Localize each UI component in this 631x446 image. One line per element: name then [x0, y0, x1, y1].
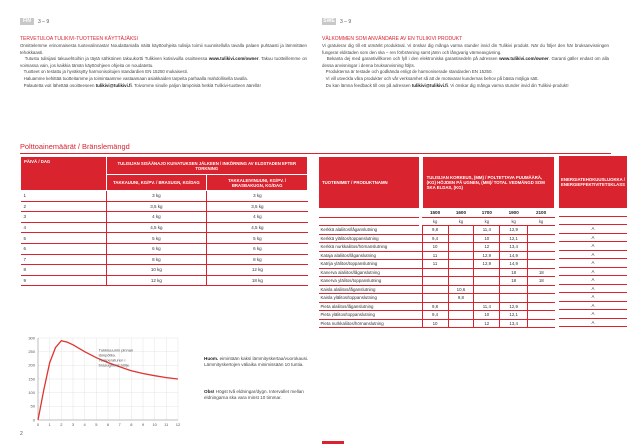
chart-xtick-label: 10 — [152, 422, 157, 427]
col-header-product: TUOTENIMET / PRODUKTNAMN — [319, 157, 420, 209]
energy-class-cell: A — [559, 225, 627, 234]
energy-class-cell: A — [559, 318, 627, 327]
col-header-day: PÄIVÄ / DAG — [21, 157, 107, 191]
fuel-amount-cell — [448, 251, 474, 260]
product-table-row — [319, 294, 555, 303]
fuel-table-row — [21, 191, 308, 202]
chart-ytick-label: 0 — [32, 417, 35, 423]
chart-annotation: Tukkiuuunin pinnan lämpötila. Temperaturen i brasugnens hölje. — [98, 347, 134, 368]
fuel-amount-cell — [448, 234, 474, 243]
chart-ytick-label: 250 — [28, 349, 35, 355]
fuel-amount-cell — [474, 277, 500, 286]
fuel-amount-cell: 10 — [422, 319, 448, 328]
swe-paragraph-1: Vi gratulerar dig till ett utmärkt produktval. Vi önskar dig många varma stunder invid din Tulikivi produkt. När du följer den här bruksanvisningen fungerar eldstaden som den ska – ren förbränning samt jämn och långvarig värmeavgivning. — [322, 43, 609, 55]
fuel-amount-cell: 14,9 — [500, 260, 528, 269]
swe-page-range: 3 – 9 — [340, 19, 352, 25]
fuel-amount-cell: 12,9 — [500, 226, 528, 235]
swe-develop-text: Vi vill utveckla våra produkter och vår verksamhet så att de motsvarar kundernas behov på bästa möjliga sätt. — [325, 75, 539, 81]
height-header-row — [319, 209, 555, 218]
fuel-brasbakugn-cell: 5 kg — [207, 233, 308, 244]
fuel-amount-cell — [448, 260, 474, 269]
fuel-amount-cell — [500, 285, 528, 294]
fin-note-label: Huom. — [204, 356, 219, 361]
fuel-brasugn-cell: 10 kg — [106, 265, 207, 276]
fuel-brasugn-cell: 4,5 kg — [106, 222, 207, 233]
energy-table-row — [559, 225, 627, 234]
fuel-brasbakugn-cell: 3 kg — [207, 191, 308, 202]
product-name-cell: Kerkkä nurkkaliitos/hörnanslutning — [319, 243, 420, 252]
product-name-cell: Pieta ylälitos/toppanslutning — [319, 311, 420, 320]
product-table-row — [319, 319, 555, 328]
chart-xtick-label: 3 — [71, 422, 75, 427]
swe-note-text: Högst två eldningar/dygn. Intervallet mellan eldningarna ska vara minst 10 timmar. — [204, 389, 304, 400]
fuel-amount-cell: 12 — [474, 243, 500, 252]
energy-table-row — [559, 233, 627, 242]
fuel-amount-cell — [528, 285, 555, 294]
fuel-amount-cell — [528, 319, 555, 328]
chart-ytick-label: 50 — [30, 403, 35, 409]
temperature-chart — [18, 330, 188, 433]
fuel-amount-cell — [528, 311, 555, 320]
fuel-brasbakugn-cell: 8 kg — [207, 254, 308, 265]
fuel-brasbakugn-cell: 3,5 kg — [207, 201, 308, 212]
energy-class-cell: A — [559, 267, 627, 276]
swe-standard-text: Produkterna är testade och godkända enligt de harmoniserade standarden EN 15250. — [325, 69, 493, 75]
fuel-amount-cell: 11,4 — [474, 226, 500, 235]
fuel-amount-cell — [474, 294, 500, 303]
product-name-cell: Kanerva alaliitos/låganslutning — [319, 268, 420, 277]
fin-develop-text: Haluamme kehittää tuotteitamme ja toimintaamme vastaamaan asiakkaiden tarpeita parhaalla mahdollisella tavalla. — [23, 75, 248, 81]
fuel-amount-cell — [528, 226, 555, 235]
fuel-amount-cell — [528, 251, 555, 260]
height-header-cell: 1700 — [474, 209, 500, 218]
fuel-brasugn-cell: 6 kg — [106, 243, 207, 254]
fin-paragraph-4 — [20, 76, 307, 83]
fin-note — [204, 356, 309, 368]
fuel-amount-cell: 13,4 — [500, 319, 528, 328]
product-table-row — [319, 251, 555, 260]
fuel-amount-cell: 9,4 — [422, 234, 448, 243]
fuel-day-cell: 8 — [21, 265, 107, 276]
chart-xtick-label: 1 — [48, 422, 51, 427]
fuel-amount-cell: 12,9 — [474, 260, 500, 269]
fuel-day-cell: 5 — [21, 233, 107, 244]
energy-class-cell: A — [559, 276, 627, 285]
fuel-table-row — [21, 265, 308, 276]
fuel-amount-cell: 9,8 — [448, 294, 474, 303]
fuel-day-cell: 7 — [21, 254, 107, 265]
swe-language-tag: SWE — [323, 18, 335, 24]
chart-xtick-label: 8 — [130, 422, 133, 427]
fuel-brasugn-cell: 4 kg — [106, 212, 207, 223]
fuel-amount-cell: 12,9 — [500, 302, 528, 311]
chart-ytick-label: 300 — [28, 335, 35, 341]
fuel-amount-cell: 12,1 — [500, 234, 528, 243]
energy-table-row — [559, 284, 627, 293]
fuel-amount-cell: 18 — [528, 277, 555, 286]
fin-email-link[interactable]: tulikivi@tulikivi.fi — [95, 82, 132, 88]
fuel-amount-cell — [448, 319, 474, 328]
col-header-height: TULISIJAN KORKEUS, (MM) / POLTETTAVA PUUMÄÄRÄ, (KG) HÖJDEN PÅ UGNEN, (MM)/ TOTAL VEDMÄNGD SOM SKA ELDAS, (KG) — [422, 157, 554, 209]
energy-table-row — [559, 301, 627, 310]
product-table-row — [319, 302, 555, 311]
fuel-day-cell: 1 — [21, 191, 107, 202]
energy-table-row — [559, 318, 627, 327]
energy-class-cell: A — [559, 310, 627, 319]
fin-paragraph-2 — [20, 56, 307, 69]
col-header-brasbakugn: TAKKALEIVINUUNI, KG/PV. / BRASBAKUGN, KG/DAG — [207, 175, 308, 191]
fuel-brasbakugn-cell: 12 kg — [207, 265, 308, 276]
fuel-table-row — [21, 275, 308, 286]
fuel-amount-cell: 18 — [500, 277, 528, 286]
swe-welcome-title: VÄLKOMMEN SOM ANVÄNDARE AV EN TULIKIVI PRODUKT — [322, 36, 463, 42]
energy-class-cell: A — [559, 242, 627, 251]
fuel-amount-cell: 10 — [474, 311, 500, 320]
swe-paragraph-3 — [322, 69, 609, 76]
fuel-amount-cell — [528, 243, 555, 252]
fuel-amount-cell — [422, 285, 448, 294]
fuel-brasugn-cell: 8 kg — [106, 254, 207, 265]
fuel-amount-cell — [448, 226, 474, 235]
fuel-brasugn-cell: 3 kg — [106, 191, 207, 202]
product-table-row — [319, 226, 555, 235]
fuel-day-cell: 3 — [21, 212, 107, 223]
unit-cell: kg — [528, 217, 555, 226]
fuel-table-row — [21, 222, 308, 233]
fuel-amount-cell: 9,4 — [422, 311, 448, 320]
energy-table-row — [559, 276, 627, 285]
fuel-day-cell: 2 — [21, 201, 107, 212]
fuel-amount-cell — [448, 277, 474, 286]
swe-warranty-text: Bekanta dej med garantivillkoren och fyll i den elektroniska garantisedeln på adressen — [326, 56, 498, 62]
fuel-day-cell: 9 — [21, 275, 107, 286]
chart-ytick-label: 150 — [28, 376, 35, 382]
chart-xtick-label: 9 — [141, 422, 145, 427]
product-table-row — [319, 243, 555, 252]
product-name-cell: Pieta nurkkaliitos/hörnanslutning — [319, 319, 420, 328]
fuel-amount-cell — [528, 302, 555, 311]
fuel-amount-cell: 13,4 — [500, 243, 528, 252]
chart-ytick-label: 200 — [28, 362, 35, 368]
height-header-cell: 1900 — [500, 209, 528, 218]
energy-table-row — [559, 259, 627, 268]
fuel-amount-cell: 10 — [474, 234, 500, 243]
fuel-amount-cell — [474, 285, 500, 294]
unit-cell: kg — [500, 217, 528, 226]
fuel-amount-cell — [474, 268, 500, 277]
chart-xtick-label: 0 — [36, 422, 40, 427]
energy-table-row — [559, 250, 627, 259]
fin-welcome-title: TERVETULOA TULIKIVI-TUOTTEEN KÄYTTÄJÄKSI — [20, 36, 138, 42]
col-header-main: TULISIJAN SISÄÄNAJO KUIVATUKSEN JÄLKEEN / INKÖRNING AV ELDSTADEN EFTER TORKNING — [106, 157, 307, 175]
fuel-brasbakugn-cell: 4 kg — [207, 212, 308, 223]
swe-warranty-text-end: . Garanti gäller endast om alla dessa anvisningar i denna bruksanvisning följts. — [322, 56, 609, 68]
energy-table-row — [559, 242, 627, 251]
chart-xtick-label: 4 — [83, 422, 86, 427]
product-name-cell: Kaisla alaliitos/låganslutning — [319, 285, 420, 294]
swe-intro-text — [322, 43, 609, 89]
fuel-amount-cell: 10,6 — [448, 285, 474, 294]
fuel-amount-cell: 12 — [474, 319, 500, 328]
product-table-row — [319, 277, 555, 286]
fuel-brasugn-cell: 5 kg — [106, 233, 207, 244]
energy-class-cell: A — [559, 259, 627, 268]
swe-paragraph-2 — [322, 56, 609, 69]
fuel-amount-cell: 12,9 — [474, 251, 500, 260]
fuel-amount-cell — [422, 277, 448, 286]
product-name-cell: Kanerva ylälitos/toppanslutning — [319, 277, 420, 286]
product-name-cell: Katrija ylälitos/toppanslutning — [319, 260, 420, 269]
energy-class-cell: A — [559, 233, 627, 242]
fuel-brasugn-cell: 12 kg — [106, 275, 207, 286]
fin-feedback-text: Palautetta voit lähettää osoitteeseen — [23, 82, 95, 88]
fuel-amount-cell: 12,1 — [500, 311, 528, 320]
energy-table-row — [559, 267, 627, 276]
chart-xtick-label: 7 — [118, 422, 121, 427]
chart-xtick-label: 2 — [60, 422, 63, 427]
height-header-cell: 1600 — [448, 209, 474, 218]
fuel-amount-cell — [448, 302, 474, 311]
col-header-energy: ENERGIATEHOKUUSLUOKKA / ENERGIEFFEKTIVITETSKLASS — [559, 156, 627, 208]
product-name-cell: Kaisla ylälitos/toppanslutning — [319, 294, 420, 303]
fuel-amount-cell — [528, 260, 555, 269]
energy-class-cell: A — [559, 284, 627, 293]
energy-table-row — [559, 310, 627, 319]
energy-table — [559, 156, 627, 327]
product-table-row — [319, 234, 555, 243]
footer-accent-bar — [322, 441, 344, 444]
fin-standard-text: Tuotteet on testattu ja hyväksytty harmonisoitujen standardien EN 15250 mukaisesti. — [23, 69, 189, 75]
fuel-amount-cell: 9,8 — [422, 302, 448, 311]
fuel-brasugn-cell: 3,5 kg — [106, 201, 207, 212]
chart-xtick-label: 12 — [175, 422, 181, 427]
swe-owner-link[interactable]: www.tulikivi.com/owner — [499, 56, 549, 62]
fuel-table-row — [21, 243, 308, 254]
fin-page-range: 3 – 9 — [38, 19, 50, 25]
chart-xtick-label: 5 — [95, 422, 98, 427]
product-name-cell: Kataja alaliitos/låganslutning — [319, 251, 420, 260]
page-number: 2 — [20, 431, 23, 437]
fuel-amount-cell: 11,4 — [474, 302, 500, 311]
fuel-amount-cell — [448, 243, 474, 252]
fin-owner-link[interactable]: www.tulikivi.com/owner — [208, 56, 259, 62]
fuel-table-row — [21, 233, 308, 244]
fuel-amount-cell — [528, 294, 555, 303]
fuel-amount-cell — [500, 294, 528, 303]
fuel-amount-cell: 9,8 — [422, 226, 448, 235]
unit-cell: kg — [422, 217, 448, 226]
chart-xtick-label: 6 — [106, 422, 110, 427]
fin-note-text: eimintään kaksi lämmityskertaa/vuorokausi. Lämmityskertojen väliaika minimissään 10 tuntia. — [204, 356, 309, 367]
fuel-brasbakugn-cell: 18 kg — [207, 275, 308, 286]
fin-intro-text — [20, 43, 307, 89]
chart-xtick-label: 11 — [164, 422, 169, 427]
product-name-cell: Kerkkä ylälitos/toppanslutning — [319, 234, 420, 243]
product-table-row — [319, 268, 555, 277]
fin-warranty-text-end: . Takuu tuotteillemme on voimassa vain, jos kaikkia tämän käyttöohjeen ohjeita on noudatettu. — [20, 56, 307, 68]
unit-row — [319, 217, 555, 226]
fuel-brasbakugn-cell: 6 kg — [207, 243, 308, 254]
fin-feedback-text-end: . Toivomme sinulle paljon lämpöisiä hetkiä Tulikivi-tuotteen äärellä! — [131, 82, 261, 88]
swe-paragraph-4 — [322, 76, 609, 83]
fuel-amount-cell: 10 — [422, 243, 448, 252]
fin-paragraph-3 — [20, 69, 307, 76]
fin-warranty-text: Tutustu tulisijasi takuuehtoihin ja täytä sähköinen takuukortti Tulikiven kotisivuilla osoitteessa — [24, 56, 208, 62]
height-header-cell: 1500 — [422, 209, 448, 218]
energy-class-cell: A — [559, 301, 627, 310]
fuel-table-row — [21, 212, 308, 223]
product-table-row — [319, 260, 555, 269]
fin-paragraph-5 — [20, 83, 307, 90]
fin-language-tag: FIN — [20, 18, 34, 25]
fuel-amount-cell: 18 — [500, 268, 528, 277]
col-header-brasugn: TAKKAUUNI, KG/PV. / BRASUGN, KG/DAG — [106, 175, 207, 191]
swe-note — [204, 389, 309, 401]
section-divider — [20, 153, 611, 154]
swe-note-label: Obs! — [204, 389, 215, 394]
section-title: Polttoainemäärät / Bränslemängd — [20, 142, 130, 151]
fuel-brasbakugn-cell: 4,5 kg — [207, 222, 308, 233]
unit-cell: kg — [448, 217, 474, 226]
fuel-amount-cell: 14,9 — [500, 251, 528, 260]
product-table-row — [319, 311, 555, 320]
swe-feedback-text: Du kan lämna feedback till oss på adressen — [325, 82, 411, 88]
fuel-day-cell: 6 — [21, 243, 107, 254]
fuel-table — [20, 156, 308, 286]
unit-cell: kg — [474, 217, 500, 226]
energy-table-row — [559, 293, 627, 302]
product-table-row — [319, 285, 555, 294]
fuel-amount-cell — [528, 234, 555, 243]
fuel-table-row — [21, 254, 308, 265]
swe-paragraph-5 — [322, 83, 609, 90]
fuel-amount-cell — [422, 268, 448, 277]
energy-class-cell: A — [559, 293, 627, 302]
fuel-amount-cell — [448, 311, 474, 320]
fin-paragraph-1: Onnittelemme erinomaisesta tuotevalinnasta! Noudattamalla näitä käyttöohjeita tulisija toimii suunnitellulla tavalla palaen puhtaasti ja lämmittäen tehokkaasti. — [20, 43, 307, 55]
swe-feedback-text-end: . Vi önskar dig många varma stunder invid din Tulikivi-produkt! — [447, 82, 569, 88]
energy-class-cell: A — [559, 250, 627, 259]
height-header-cell: 2100 — [528, 209, 555, 218]
fuel-amount-cell — [448, 268, 474, 277]
fuel-amount-cell: 18 — [528, 268, 555, 277]
fuel-amount-cell — [422, 294, 448, 303]
product-name-cell: Kerkkä alaliitos/låganslutning — [319, 226, 420, 235]
fuel-amount-cell: 11 — [422, 251, 448, 260]
chart-ytick-label: 100 — [28, 390, 35, 396]
product-table — [318, 156, 555, 328]
product-name-cell: Pieta alaliitos/låganslutning — [319, 302, 420, 311]
fuel-day-cell: 4 — [21, 222, 107, 233]
fuel-table-row — [21, 201, 308, 212]
fuel-amount-cell: 11 — [422, 260, 448, 269]
swe-email-link[interactable]: tulikivi@tulikivi.fi — [411, 82, 448, 88]
